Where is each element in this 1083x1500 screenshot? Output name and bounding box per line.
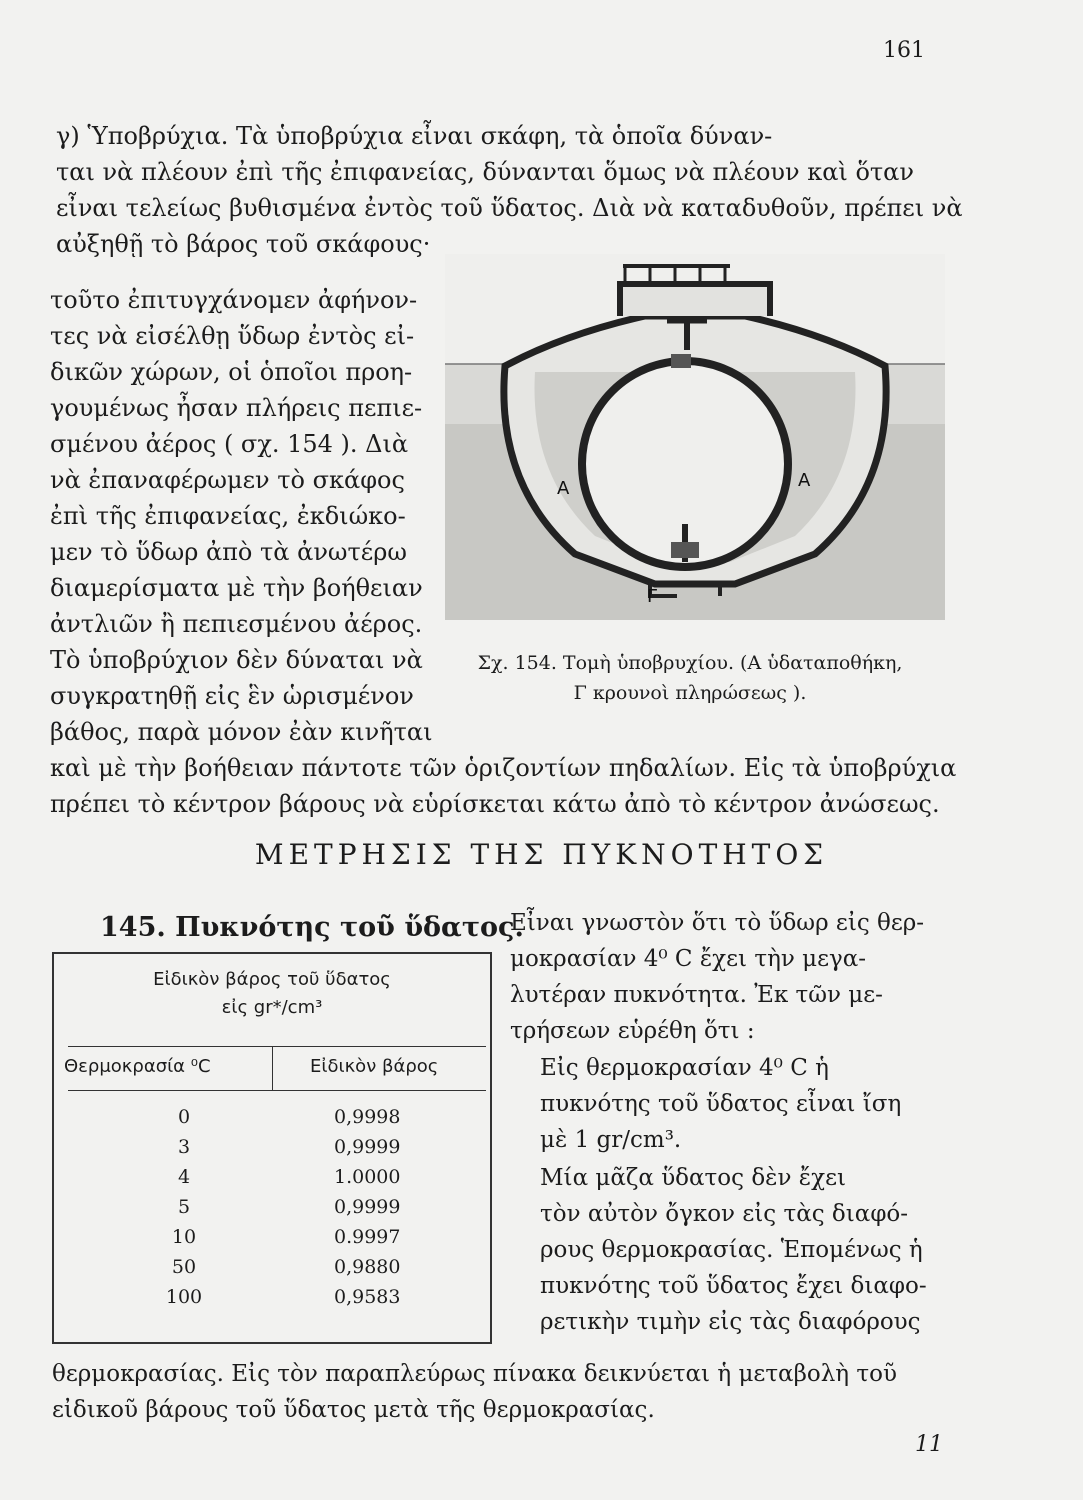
table-header-bottom-rule [68,1090,486,1091]
text-line: εἰδικοῦ βάρους τοῦ ὕδατος μετὰ τῆς θερμοκρασίας. [52,1397,655,1423]
cell-specific-weight: 0.9997 [334,1226,401,1248]
cell-specific-weight: 0,9583 [334,1286,401,1308]
text-line: γουμένως ἦσαν πλήρεις πεπιε- [50,394,423,422]
text-line: νὰ ἐπαναφέρωμεν τὸ σκάφος [50,466,405,494]
text-line: πρέπει τὸ κέντρον βάρους νὰ εὑρίσκεται κάτω ἀπὸ τὸ κέντρον ἀνώσεως. [50,790,940,818]
text-line: θερμοκρασίας. Εἰς τὸν παραπλεύρως πίνακα δεικνύεται ἡ μεταβολὴ τοῦ [52,1361,897,1387]
figure-caption [440,648,940,708]
col-header-specific-weight: Εἰδικὸν βάρος [310,1056,439,1077]
table-header-top-rule [68,1046,486,1047]
text-line: Μία μᾶζα ὕδατος δὲν ἔχει [540,1165,847,1191]
table-column-divider [272,1046,273,1090]
section-title-water-density: 145. Πυκνότης τοῦ ὕδατος. [100,912,524,943]
text-line: ρους θερμοκρασίας. Ἑπομένως ἡ [540,1237,923,1263]
table-row [54,1136,490,1166]
text-line: ἀντλιῶν ἢ πεπιεσμένου ἀέρος. [50,610,423,638]
table-row [54,1106,490,1136]
text-line: εἶναι τελείως βυθισμένα ἐντὸς τοῦ ὕδατος. Διὰ νὰ καταδυθοῦν, πρέπει νὰ [56,194,963,222]
conning-tower [620,284,770,316]
hatch-block [671,354,691,368]
text-line: Εἰς θερμοκρασίαν 4⁰ C ἡ [540,1055,829,1081]
section-heading: ΜΕΤΡΗΣΙΣ ΤΗΣ ΠΥΚΝΟΤΗΤΟΣ [254,838,829,871]
cell-temperature: 3 [177,1136,191,1158]
text-line: λυτέραν πυκνότητα. Ἐκ τῶν με- [510,982,883,1008]
submarine-diagram [445,254,945,620]
text-line: βάθος, παρὰ μόνον ἐὰν κινῆται [50,718,433,746]
label-A-right: Α [798,470,811,491]
text-line: διαμερίσματα μὲ τὴν βοήθειαν [50,574,423,602]
footer-signature-number: 11 [915,1432,943,1457]
cell-temperature: 4 [177,1166,191,1188]
table-row [54,1286,490,1316]
text-line: ται νὰ πλέουν ἐπὶ τῆς ἐπιφανείας, δύνανται ὅμως νὰ πλέουν καὶ ὅταν [56,158,914,186]
table-title-line: εἰς gr*/cm³ [221,997,323,1018]
table-row [54,1226,490,1256]
table-row [54,1196,490,1226]
table-title-line: Εἰδικὸν βάρος τοῦ ὕδατος [153,969,391,990]
submarine-cross-section-figure [445,254,945,620]
cell-specific-weight: 0,9998 [334,1106,401,1128]
cell-temperature: 5 [177,1196,191,1218]
text-line: συγκρατηθῇ εἰς ἓν ὡρισμένον [50,682,414,710]
submarine-end-paragraph [50,750,957,822]
page-number: 161 [883,38,925,63]
text-line: μεν τὸ ὕδωρ ἀπὸ τὰ ἀνωτέρω [50,538,407,566]
text-line: τὸν αὐτὸν ὄγκον εἰς τὰς διαφό- [540,1201,909,1227]
density-intro-paragraph [510,905,950,1049]
cell-specific-weight: 1.0000 [334,1166,401,1188]
text-line: γ) Ὑποβρύχια. Τὰ ὑποβρύχια εἶναι σκάφη, τὰ ὁποῖα δύναν- [56,122,773,150]
cell-temperature: 10 [171,1226,197,1248]
text-line: δικῶν χώρων, οἱ ὁποῖοι προη- [50,358,413,386]
text-line: τρήσεων εὑρέθη ὅτι : [510,1018,755,1044]
text-line: αὐξηθῇ τὸ βάρος τοῦ σκάφους· [56,230,431,258]
cell-specific-weight: 0,9999 [334,1136,401,1158]
table-row [54,1256,490,1286]
table-title [54,966,490,1022]
cell-temperature: 100 [165,1286,203,1308]
caption-line: Σχ. 154. Τομὴ ὑποβρυχίου. (Α ὑδαταποθήκη, [477,652,903,674]
text-line: σμένου ἀέρος ( σχ. 154 ). Διὰ [50,430,409,458]
label-A-left: Α [557,478,570,499]
caption-line: Γ κρουνοὶ πληρώσεως ). [573,682,807,704]
density-statement [540,1050,950,1158]
cell-temperature: 50 [171,1256,197,1278]
label-G-valve: Γ [647,586,658,607]
text-line: Εἶναι γνωστὸν ὅτι τὸ ὕδωρ εἰς θερ- [510,910,925,936]
text-line: ἐπὶ τῆς ἐπιφανείας, ἐκδιώκο- [50,502,406,530]
text-line: Τὸ ὑποβρύχιον δὲν δύναται νὰ [50,646,423,674]
text-line: καὶ μὲ τὴν βοήθειαν πάντοτε τῶν ὁριζοντίων πηδαλίων. Εἰς τὰ ὑποβρύχια [50,754,957,782]
table-row [54,1166,490,1196]
text-line: τοῦτο ἐπιτυγχάνομεν ἀφήνον- [50,286,418,314]
submarine-intro-paragraph [56,118,963,262]
col-header-temperature: Θερμοκρασία ⁰C [64,1056,211,1077]
text-line: μὲ 1 gr/cm³. [540,1127,682,1153]
text-line: τες νὰ εἰσέλθῃ ὕδωρ ἐντὸς εἰ- [50,322,415,350]
specific-weight-table [52,952,492,1344]
cell-temperature: 0 [177,1106,191,1128]
density-mass-paragraph [540,1160,950,1340]
density-end-paragraph [52,1356,952,1428]
text-line: πυκνότης τοῦ ὕδατος ἔχει διαφο- [540,1273,927,1299]
text-line: πυκνότης τοῦ ὕδατος εἶναι ἴση [540,1091,902,1117]
valve-block [671,542,699,558]
cell-specific-weight: 0,9999 [334,1196,401,1218]
text-line: μοκρασίαν 4⁰ C ἔχει τὴν μεγα- [510,946,867,972]
cell-specific-weight: 0,9880 [334,1256,401,1278]
submarine-side-paragraph [50,282,450,750]
text-line: ρετικὴν τιμὴν εἰς τὰς διαφόρους [540,1309,921,1335]
